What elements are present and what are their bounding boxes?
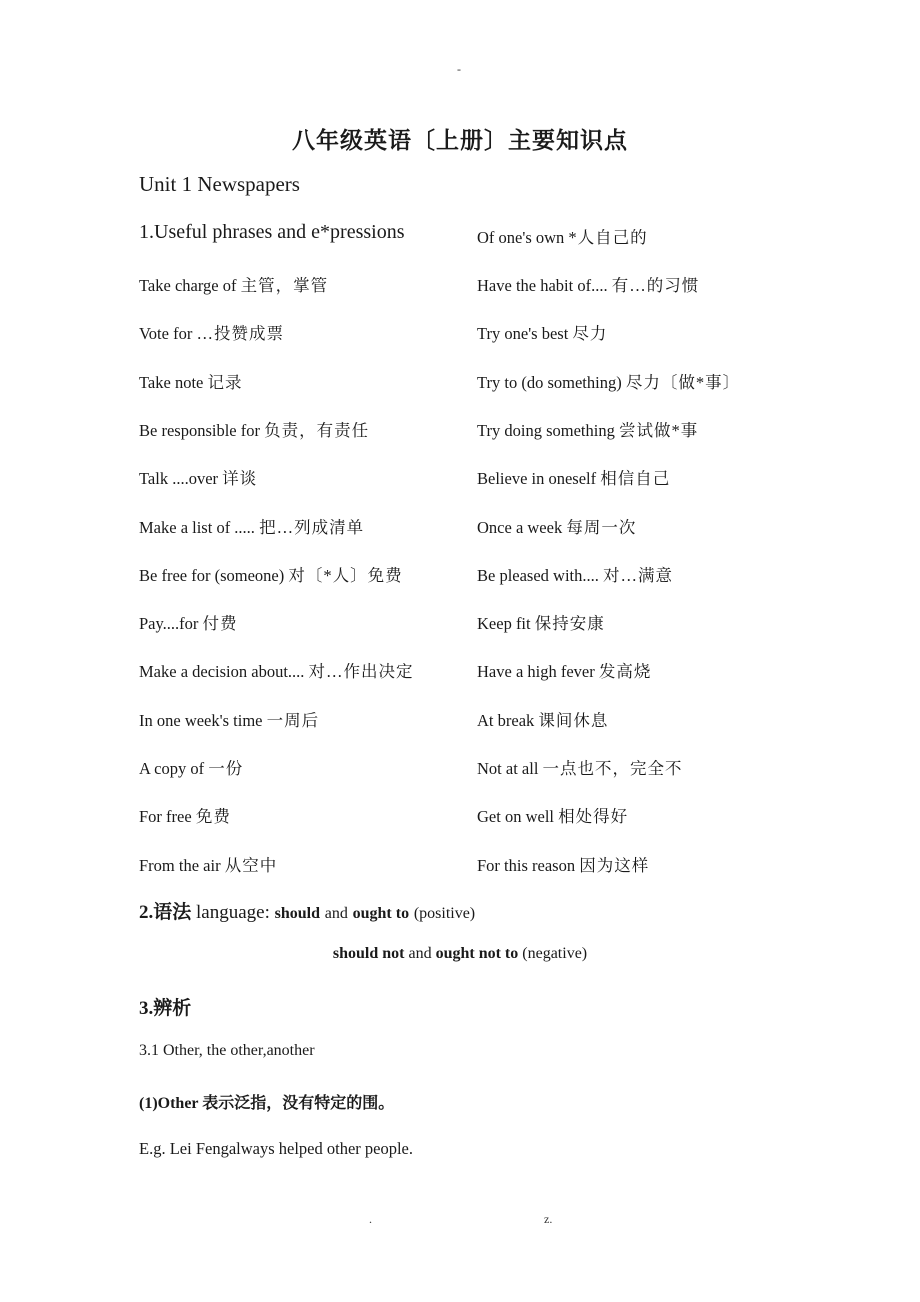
grammar-positive: (positive) — [413, 905, 476, 922]
phrase-cn: 主管，掌管 — [240, 276, 329, 295]
phrase-en: Try one's best — [477, 324, 569, 343]
phrase-right-row — [477, 610, 605, 634]
phrase-en: At break — [477, 711, 535, 730]
phrase-left-row — [139, 320, 284, 344]
phrase-right-row — [477, 852, 649, 876]
phrase-cn: 把…列成清单 — [259, 518, 365, 537]
phrase-right-row — [477, 417, 698, 441]
page-title: 八年级英语〔上册〕主要知识点 — [292, 128, 628, 153]
phrase-cn: 尽力〔做*事〕 — [625, 373, 741, 392]
phrase-cn: 从空中 — [224, 856, 278, 875]
phrase-cn: 详谈 — [222, 469, 258, 488]
phrase-en: A copy of — [139, 759, 205, 778]
phrase-cn: 记录 — [207, 373, 243, 392]
phrase-en: Keep fit — [477, 614, 531, 633]
phrase-right-row — [477, 562, 673, 586]
grammar-should: should — [274, 905, 320, 922]
phrase-cn: 相信自己 — [600, 469, 671, 488]
phrase-en: Get on well — [477, 807, 554, 826]
phrase-en: Pay....for — [139, 614, 199, 633]
phrase-en: Be free for (someone) — [139, 566, 285, 585]
phrase-cn: 对…满意 — [603, 566, 674, 585]
phrase-right-row — [477, 658, 651, 682]
phrase-right-row — [477, 707, 608, 731]
phrase-en: From the air — [139, 856, 221, 875]
unit-heading: Unit 1 Newspapers — [139, 172, 300, 196]
phrase-right-row — [477, 465, 670, 489]
phrase-en: Take note — [139, 373, 204, 392]
phrase-left-row — [139, 562, 403, 586]
section2-label-cn: 语法 — [153, 902, 192, 923]
phrase-cn: 尽力 — [572, 324, 608, 343]
phrase-right-row — [477, 755, 683, 779]
grammar-negative: (negative) — [522, 945, 588, 962]
phrase-right-row — [477, 320, 607, 344]
section2-negative — [0, 945, 920, 963]
phrase-cn: 付费 — [202, 614, 238, 633]
phrase-cn: 负责，有责任 — [264, 421, 370, 440]
phrase-en: Try doing something — [477, 421, 615, 440]
phrase-cn: 尝试做*事 — [618, 421, 699, 440]
phrase-cn: 发高烧 — [598, 662, 652, 681]
phrase-left-row — [139, 658, 414, 682]
header-marker: - — [457, 62, 461, 76]
phrase-en: In one week's time — [139, 711, 263, 730]
phrase-right-row — [477, 272, 699, 296]
footer-left-marker: . — [369, 1212, 372, 1226]
phrase-right-row — [477, 514, 636, 538]
phrase-en: Of one's own — [477, 228, 565, 247]
section3-subheading: 3.1 Other, the other,another — [139, 1042, 315, 1059]
phrase-cn: …投赞成票 — [196, 324, 284, 343]
phrase-left-row — [139, 514, 364, 538]
phrase-left-row — [139, 369, 242, 393]
section2-label-en: language: — [196, 902, 270, 923]
grammar-and: and — [408, 945, 432, 962]
phrase-left-row — [139, 417, 369, 441]
phrase-cn: 对〔*人〕免费 — [288, 566, 403, 585]
phrase-en: Vote for — [139, 324, 193, 343]
phrase-left-row — [139, 852, 277, 876]
phrase-cn: 因为这样 — [579, 856, 650, 875]
phrase-right-row — [477, 803, 628, 827]
phrase-cn: 相处得好 — [558, 807, 629, 826]
phrase-en: For this reason — [477, 856, 576, 875]
phrase-cn: 一周后 — [266, 711, 320, 730]
phrase-en: For free — [139, 807, 192, 826]
grammar-ought-to: ought to — [352, 905, 410, 922]
grammar-ought-not-to: ought not to — [435, 945, 519, 962]
phrase-cn: *人自己的 — [568, 228, 648, 247]
phrase-en: Have a high fever — [477, 662, 595, 681]
phrase-cn: 一份 — [208, 759, 244, 778]
section2-grammar — [139, 897, 475, 924]
phrase-en: Once a week — [477, 518, 563, 537]
phrase-right-row — [477, 369, 740, 393]
phrase-en: Make a list of ..... — [139, 518, 255, 537]
phrase-en: Have the habit of.... — [477, 276, 608, 295]
phrase-cn: 一点也不，完全不 — [542, 759, 683, 778]
phrase-left-row — [139, 707, 319, 731]
phrase-cn: 免费 — [195, 807, 231, 826]
footer-right-marker: z. — [544, 1212, 553, 1226]
section3-heading: 3.辨析 — [139, 998, 192, 1019]
phrase-left-row — [139, 610, 238, 634]
phrase-left-row — [139, 803, 231, 827]
phrase-en: Believe in oneself — [477, 469, 597, 488]
phrase-left-row — [139, 272, 328, 296]
phrase-cn: 有…的习惯 — [611, 276, 700, 295]
phrase-cn: 课间休息 — [538, 711, 609, 730]
phrase-left-row — [139, 755, 243, 779]
phrase-en: Be responsible for — [139, 421, 260, 440]
phrase-right-first — [477, 224, 648, 248]
phrase-en: Take charge of — [139, 276, 237, 295]
phrase-en: Not at all — [477, 759, 539, 778]
phrase-left-row — [139, 465, 257, 489]
section3-example: E.g. Lei Fengalways helped other people. — [139, 1139, 413, 1158]
phrase-cn: 对…作出决定 — [308, 662, 414, 681]
phrase-cn: 每周一次 — [566, 518, 637, 537]
phrase-en: Be pleased with.... — [477, 566, 599, 585]
phrase-en: Make a decision about.... — [139, 662, 305, 681]
section2-num: 2. — [139, 902, 154, 923]
section1-heading: 1.Useful phrases and e*pressions — [139, 221, 405, 243]
phrase-cn: 保持安康 — [534, 614, 605, 633]
phrase-en: Talk ....over — [139, 469, 219, 488]
section3-point: (1)Other 表示泛指，没有特定的围。 — [139, 1095, 395, 1112]
phrase-en: Try to (do something) — [477, 373, 622, 392]
grammar-and: and — [324, 905, 348, 922]
grammar-should-not: should not — [332, 945, 405, 962]
